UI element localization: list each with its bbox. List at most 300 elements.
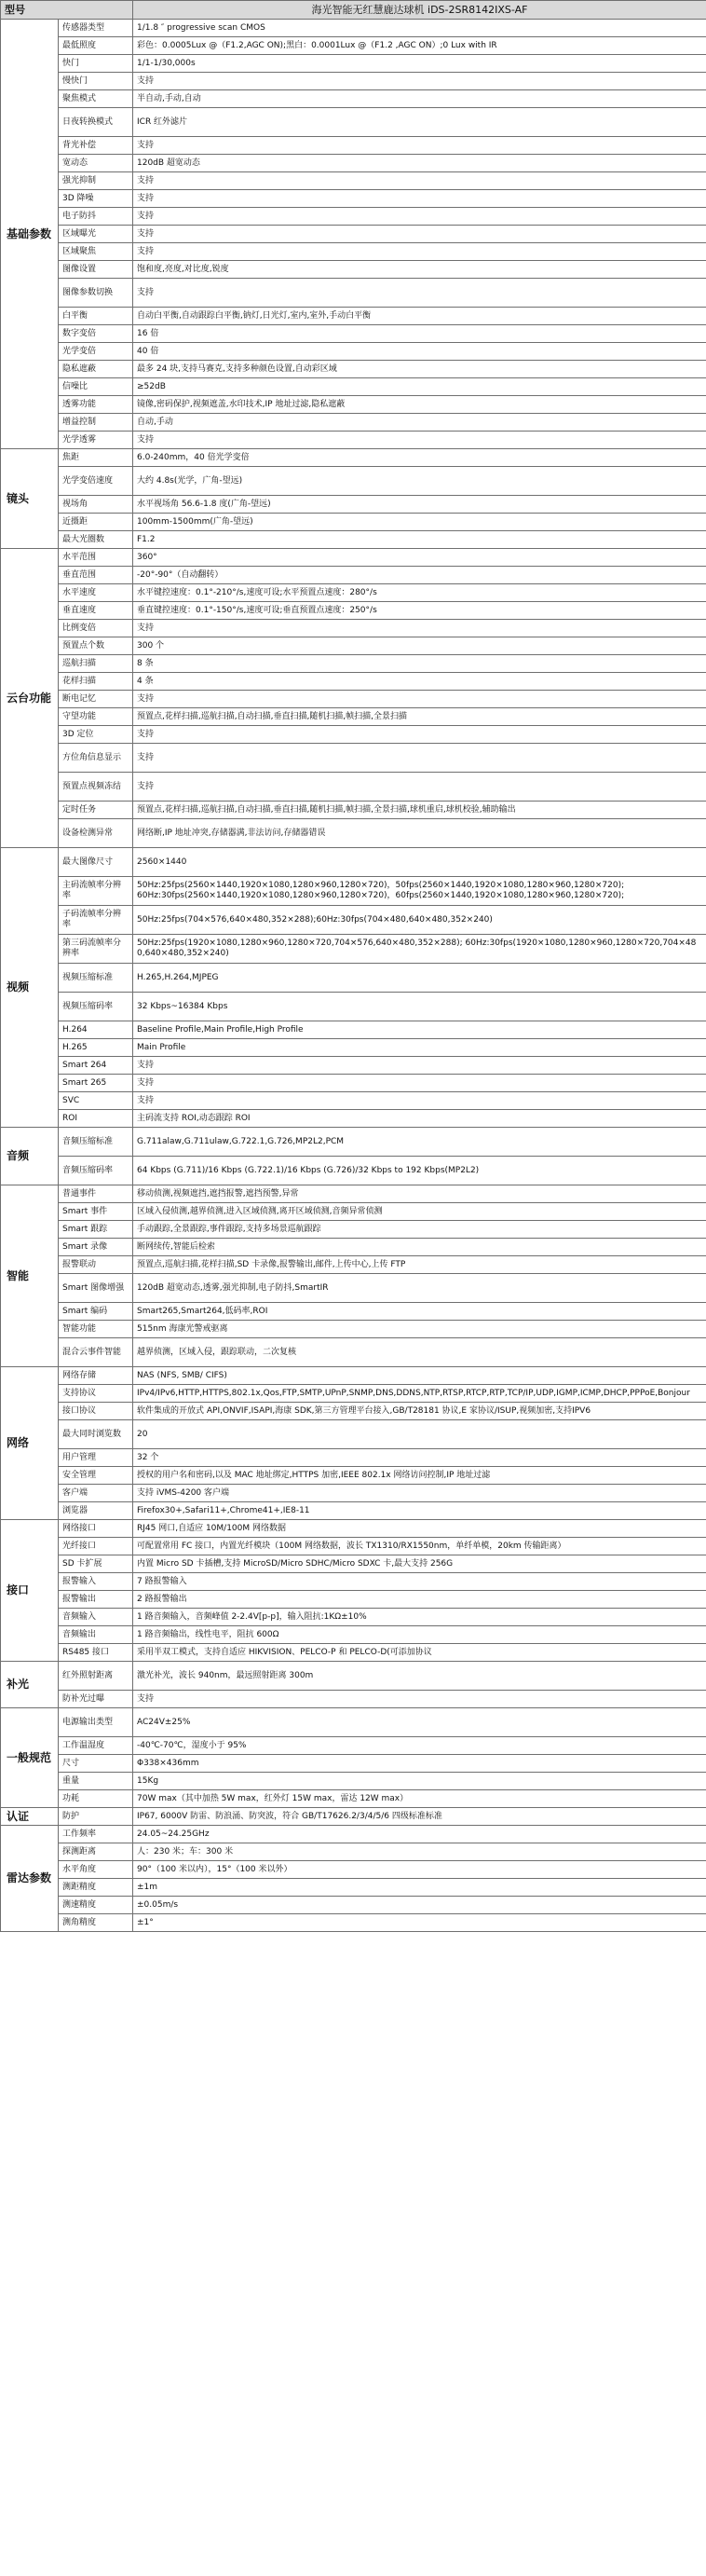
spec-label: 慢快门 [59,73,133,90]
spec-label: 音频输入 [59,1609,133,1626]
spec-label: 红外照射距离 [59,1662,133,1691]
spec-row [1,691,706,708]
spec-value: 内置 Micro SD 卡插槽,支持 MicroSD/Micro SDHC/Micro SDXC 卡,最大支持 256G [133,1555,706,1573]
spec-label: 聚焦模式 [59,90,133,108]
spec-value: 移动侦测,视频遮挡,遮挡报警,遮挡预警,异常 [133,1185,706,1203]
spec-row [1,396,706,414]
spec-value: -40℃-70℃，湿度小于 95% [133,1737,706,1755]
spec-row [1,1057,706,1075]
spec-value: H.265,H.264,MJPEG [133,964,706,993]
spec-row [1,1626,706,1644]
spec-label: 最大光圈数 [59,531,133,549]
spec-row [1,1790,706,1808]
spec-label: 报警输出 [59,1591,133,1609]
spec-row [1,620,706,637]
spec-label: 防补光过曝 [59,1691,133,1708]
spec-label: 巡航扫描 [59,655,133,673]
spec-row [1,208,706,226]
spec-value: 水平视场角 56.6-1.8 度(广角-望远) [133,496,706,514]
spec-row [1,1691,706,1708]
spec-row [1,467,706,496]
spec-label: 增益控制 [59,414,133,432]
spec-label: 探测距离 [59,1843,133,1861]
spec-label: 接口协议 [59,1403,133,1420]
spec-label: 电子防抖 [59,208,133,226]
spec-value: ICR 红外滤片 [133,108,706,137]
spec-label: 宽动态 [59,155,133,172]
spec-label: ROI [59,1110,133,1128]
spec-value: 手动跟踪,全景跟踪,事件跟踪,支持多场景巡航跟踪 [133,1221,706,1239]
spec-row [1,1128,706,1157]
spec-row [1,279,706,308]
spec-label: 客户端 [59,1485,133,1502]
spec-row [1,567,706,584]
spec-row [1,1843,706,1861]
spec-value: 半自动,手动,自动 [133,90,706,108]
spec-row [1,378,706,396]
spec-label: 报警联动 [59,1256,133,1274]
spec-label: 视频压缩标准 [59,964,133,993]
spec-label: 焦距 [59,449,133,467]
spec-row [1,1221,706,1239]
spec-value: 采用半双工模式，支持自适应 HIKVISION、PELCO-P 和 PELCO-D(可添加协议 [133,1644,706,1662]
spec-value: 1 路音频输入，音频峰值 2-2.4V[p-p]，输入阻抗:1KΩ±10% [133,1609,706,1626]
spec-label: 电源输出类型 [59,1708,133,1737]
spec-label: SVC [59,1092,133,1110]
spec-value: 支持 [133,1092,706,1110]
spec-value: 预置点,巡航扫描,花样扫描,SD 卡录像,报警输出,邮件,上传中心,上传 FTP [133,1256,706,1274]
spec-value: IP67, 6000V 防雷、防浪涌、防突波，符合 GB/T17626.2/3/4/5/6 四级标准标准 [133,1808,706,1826]
spec-label: 浏览器 [59,1502,133,1520]
spec-label: 光学透雾 [59,432,133,449]
spec-value: 软件集成的开放式 API,ONVIF,ISAPI,海康 SDK,第三方管理平台接入,GB/T28181 协议,E 家协议/ISUP,视频加密,支持IPV6 [133,1403,706,1420]
spec-label: 图像设置 [59,261,133,279]
spec-label: 工作频率 [59,1826,133,1843]
spec-row [1,993,706,1021]
spec-value: 支持 [133,172,706,190]
spec-row [1,1737,706,1755]
spec-row [1,1502,706,1520]
spec-value: 人：230 米；车：300 米 [133,1843,706,1861]
spec-row [1,726,706,744]
spec-row [1,1157,706,1185]
spec-value: 支持 [133,620,706,637]
spec-label: 水平范围 [59,549,133,567]
spec-row [1,1485,706,1502]
spec-row [1,673,706,691]
spec-label: Smart 265 [59,1075,133,1092]
spec-label: 预置点视频冻结 [59,773,133,802]
spec-label: 图像参数切换 [59,279,133,308]
spec-label: 光学变倍速度 [59,467,133,496]
section-title: 基础参数 [1,20,59,449]
spec-row [1,1039,706,1057]
spec-row [1,1092,706,1110]
spec-row [1,361,706,378]
section-title: 智能 [1,1185,59,1367]
spec-label: 断电记忆 [59,691,133,708]
spec-label: SD 卡扩展 [59,1555,133,1573]
spec-value: 50Hz:25fps(704×576,640×480,352×288);60Hz:30fps(704×480,640×480,352×240) [133,906,706,935]
spec-row [1,1256,706,1274]
spec-value: 100mm-1500mm(广角-望远) [133,514,706,531]
spec-value: 支持 [133,208,706,226]
spec-row [1,414,706,432]
spec-label: 预置点个数 [59,637,133,655]
section-title: 接口 [1,1520,59,1662]
spec-label: 比例变倍 [59,620,133,637]
spec-value: 支持 [133,73,706,90]
spec-row [1,1021,706,1039]
spec-row [1,1239,706,1256]
spec-label: 用户管理 [59,1449,133,1467]
spec-label: 设备检测异常 [59,819,133,848]
spec-row [1,1897,706,1914]
spec-row [1,1185,706,1203]
spec-row [1,1538,706,1555]
spec-row [1,802,706,819]
spec-value: 支持 [133,243,706,261]
spec-row [1,449,706,467]
spec-value: NAS (NFS, SMB/ CIFS) [133,1367,706,1385]
spec-value: 支持 [133,137,706,155]
spec-label: Smart 图像增强 [59,1274,133,1303]
spec-label: 主码流帧率分辨率 [59,877,133,906]
spec-value: 自动,手动 [133,414,706,432]
spec-value: 预置点,花样扫描,巡航扫描,自动扫描,垂直扫描,随机扫描,帧扫描,全景扫描,球机重启,球机校验,辅助输出 [133,802,706,819]
spec-label: 方位角信息显示 [59,744,133,773]
spec-value: Main Profile [133,1039,706,1057]
spec-row [1,37,706,55]
spec-row [1,1367,706,1385]
spec-value: 360° [133,549,706,567]
spec-value: 支持 [133,226,706,243]
spec-value: 120dB 超宽动态,透雾,强光抑制,电子防抖,SmartIR [133,1274,706,1303]
spec-row [1,20,706,37]
spec-value: F1.2 [133,531,706,549]
spec-value: 1/1-1/30,000s [133,55,706,73]
spec-row [1,432,706,449]
spec-row [1,496,706,514]
spec-label: 视场角 [59,496,133,514]
spec-label: 白平衡 [59,308,133,325]
spec-value: 64 Kbps (G.711)/16 Kbps (G.722.1)/16 Kbps (G.726)/32 Kbps to 192 Kbps(MP2L2) [133,1157,706,1185]
spec-value: 120dB 超宽动态 [133,155,706,172]
spec-value: 15Kg [133,1773,706,1790]
spec-value: 可配置常用 FC 接口，内置光纤模块（100M 网络数据，波长 TX1310/RX1550nm，单纤单模，20km 传输距离） [133,1538,706,1555]
spec-value: 2 路报警输出 [133,1591,706,1609]
spec-row [1,655,706,673]
spec-value: 激光补光，波长 940nm，最远照射距离 300m [133,1662,706,1691]
spec-label: 区域曝光 [59,226,133,243]
spec-label: Smart 264 [59,1057,133,1075]
spec-row [1,1708,706,1737]
spec-value: 越界侦测，区域入侵，跟踪联动，二次复核 [133,1338,706,1367]
spec-label: 光学变倍 [59,343,133,361]
spec-value: Baseline Profile,Main Profile,High Profile [133,1021,706,1039]
spec-value: 断网续传,智能后检索 [133,1239,706,1256]
spec-value: 支持 [133,726,706,744]
spec-row [1,877,706,906]
spec-value: 2560×1440 [133,848,706,877]
spec-row [1,1609,706,1626]
spec-row [1,243,706,261]
spec-row [1,308,706,325]
spec-value: 8 条 [133,655,706,673]
spec-label: 守望功能 [59,708,133,726]
spec-value: Φ338×436mm [133,1755,706,1773]
spec-row [1,172,706,190]
spec-row [1,549,706,567]
spec-label: 智能功能 [59,1321,133,1338]
section-title: 云台功能 [1,549,59,848]
spec-row [1,137,706,155]
spec-label: 网络接口 [59,1520,133,1538]
spec-label: 传感器类型 [59,20,133,37]
spec-label: 背光补偿 [59,137,133,155]
spec-label: 重量 [59,1773,133,1790]
spec-row [1,1755,706,1773]
spec-label: 隐私遮蔽 [59,361,133,378]
section-title: 视频 [1,848,59,1128]
spec-value: 大约 4.8s(光学，广角-望远) [133,467,706,496]
spec-value: 支持 [133,432,706,449]
spec-row [1,226,706,243]
spec-value: IPv4/IPv6,HTTP,HTTPS,802.1x,Qos,FTP,SMTP,UPnP,SNMP,DNS,DDNS,NTP,RTSP,RTCP,RTP,TCP/IP,UDP,IGMP,ICMP,DHCP,PPPoE,Bonjour [133,1385,706,1403]
spec-value: 自动白平衡,自动跟踪白平衡,钠灯,日光灯,室内,室外,手动白平衡 [133,308,706,325]
spec-row [1,1075,706,1092]
spec-label: 垂直范围 [59,567,133,584]
spec-value: 16 倍 [133,325,706,343]
spec-label: 测距精度 [59,1879,133,1897]
spec-row [1,1467,706,1485]
spec-value: ±0.05m/s [133,1897,706,1914]
spec-row [1,584,706,602]
spec-row [1,1274,706,1303]
spec-row [1,108,706,137]
spec-value: 支持 [133,1057,706,1075]
spec-row [1,514,706,531]
spec-row [1,531,706,549]
section-title: 一般规范 [1,1708,59,1808]
spec-row [1,1808,706,1826]
spec-value: ±1° [133,1914,706,1932]
spec-row [1,1449,706,1467]
spec-row [1,1520,706,1538]
spec-row [1,602,706,620]
section-title: 雷达参数 [1,1826,59,1932]
spec-value: 24.05~24.25GHz [133,1826,706,1843]
spec-row [1,1644,706,1662]
spec-row [1,964,706,993]
spec-row [1,55,706,73]
spec-label: 支持协议 [59,1385,133,1403]
spec-label: 子码流帧率分辨率 [59,906,133,935]
spec-row [1,773,706,802]
spec-label: H.265 [59,1039,133,1057]
spec-row [1,261,706,279]
spec-label: 光纤接口 [59,1538,133,1555]
section-title: 认证 [1,1808,59,1826]
spec-row [1,190,706,208]
spec-row [1,848,706,877]
spec-label: 功耗 [59,1790,133,1808]
spec-label: 网络存储 [59,1367,133,1385]
section-title: 镜头 [1,449,59,549]
spec-label: RS485 接口 [59,1644,133,1662]
spec-value: 支持 [133,279,706,308]
spec-value: ≥52dB [133,378,706,396]
spec-label: 定时任务 [59,802,133,819]
spec-value: 50Hz:25fps(2560×1440,1920×1080,1280×960,1280×720)，50fps(2560×1440,1920×1080,1280×960,1280×720); 60Hz:30fps(2560×1440,1920×1080,1280×960,1280×720)，60fps(2560×1440,1920×1080,1280×960,1280×720); [133,877,706,906]
spec-row [1,1662,706,1691]
spec-label: 3D 定位 [59,726,133,744]
spec-row [1,935,706,964]
spec-label: 视频压缩码率 [59,993,133,1021]
spec-row [1,1303,706,1321]
spec-label: 水平角度 [59,1861,133,1879]
section-title: 补光 [1,1662,59,1708]
spec-value: 授权的用户名和密码,以及 MAC 地址绑定,HTTPS 加密,IEEE 802.1x 网络访问控制,IP 地址过滤 [133,1467,706,1485]
spec-value: 主码流支持 ROI,动态跟踪 ROI [133,1110,706,1128]
spec-row [1,744,706,773]
spec-label: Smart 录像 [59,1239,133,1256]
spec-value: Firefox30+,Safari11+,Chrome41+,IE8-11 [133,1502,706,1520]
spec-value: 50Hz:25fps(1920×1080,1280×960,1280×720,704×576,640×480,352×288); 60Hz:30fps(1920×1080,1280×960,1280×720,704×480,640×480,352×240) [133,935,706,964]
section-title: 网络 [1,1367,59,1520]
spec-label: 日夜转换模式 [59,108,133,137]
spec-label: 普通事件 [59,1185,133,1203]
spec-row [1,906,706,935]
spec-label: 近摄距 [59,514,133,531]
spec-label: 报警输入 [59,1573,133,1591]
spec-value: 网络断,IP 地址冲突,存储器满,非法访问,存储器错误 [133,819,706,848]
spec-value: ±1m [133,1879,706,1897]
spec-value: 支持 [133,1691,706,1708]
spec-label: 最大同时浏览数 [59,1420,133,1449]
spec-value: 1/1.8 ″ progressive scan CMOS [133,20,706,37]
spec-value: 支持 iVMS-4200 客户端 [133,1485,706,1502]
spec-label: 尺寸 [59,1755,133,1773]
spec-label: 区域聚焦 [59,243,133,261]
spec-row [1,1110,706,1128]
spec-row [1,1914,706,1932]
spec-value: 20 [133,1420,706,1449]
spec-value: 1 路音频输出，线性电平，阻抗 600Ω [133,1626,706,1644]
spec-row [1,343,706,361]
spec-value: 40 倍 [133,343,706,361]
spec-row [1,1338,706,1367]
spec-value: 90°（100 米以内），15°（100 米以外） [133,1861,706,1879]
spec-label: 透雾功能 [59,396,133,414]
spec-label: 水平速度 [59,584,133,602]
spec-label: 防护 [59,1808,133,1826]
spec-value: 彩色：0.0005Lux @（F1.2,AGC ON);黑白：0.0001Lux @（F1.2 ,AGC ON）;0 Lux with IR [133,37,706,55]
spec-label: 安全管理 [59,1467,133,1485]
spec-value: Smart265,Smart264,低码率,ROI [133,1303,706,1321]
spec-label: 3D 降噪 [59,190,133,208]
spec-label: Smart 编码 [59,1303,133,1321]
header-row [1,1,706,20]
spec-value: AC24V±25% [133,1708,706,1737]
spec-value: -20°-90°（自动翻转） [133,567,706,584]
spec-label: 最大图像尺寸 [59,848,133,877]
spec-label: 信噪比 [59,378,133,396]
spec-row [1,1420,706,1449]
spec-label: 第三码流帧率分辨率 [59,935,133,964]
spec-label: 混合云事件智能 [59,1338,133,1367]
spec-value: 水平键控速度：0.1°-210°/s,速度可设;水平预置点速度：280°/s [133,584,706,602]
spec-value: 7 路报警输入 [133,1573,706,1591]
spec-value: 镜像,密码保护,视频遮盖,水印技术,IP 地址过滤,隐私遮蔽 [133,396,706,414]
spec-row [1,1591,706,1609]
section-title: 音频 [1,1128,59,1185]
spec-row [1,1861,706,1879]
spec-row [1,1879,706,1897]
spec-row [1,325,706,343]
spec-row [1,1385,706,1403]
spec-row [1,1321,706,1338]
spec-value: 300 个 [133,637,706,655]
spec-label: 最低照度 [59,37,133,55]
spec-value: 支持 [133,1075,706,1092]
spec-row [1,90,706,108]
spec-value: 支持 [133,691,706,708]
spec-value: 32 Kbps~16384 Kbps [133,993,706,1021]
spec-row [1,1555,706,1573]
spec-row [1,1203,706,1221]
spec-label: 工作温湿度 [59,1737,133,1755]
spec-value: 515nm 海康光警戒驱离 [133,1321,706,1338]
spec-value: 6.0-240mm，40 倍光学变倍 [133,449,706,467]
spec-label: 测速精度 [59,1897,133,1914]
model-title: 海光智能无红慧鹿达球机 iDS-2SR8142IXS-AF [133,1,706,20]
spec-value: RJ45 网口,自适应 10M/100M 网络数据 [133,1520,706,1538]
spec-row [1,155,706,172]
spec-value: 4 条 [133,673,706,691]
spec-label: H.264 [59,1021,133,1039]
spec-row [1,708,706,726]
spec-row [1,637,706,655]
spec-value: G.711alaw,G.711ulaw,G.722.1,G.726,MP2L2,PCM [133,1128,706,1157]
spec-row [1,1403,706,1420]
spec-label: 数字变倍 [59,325,133,343]
spec-value: 预置点,花样扫描,巡航扫描,自动扫描,垂直扫描,随机扫描,帧扫描,全景扫描 [133,708,706,726]
spec-label: 快门 [59,55,133,73]
spec-label: Smart 事件 [59,1203,133,1221]
spec-value: 区域入侵侦测,越界侦测,进入区域侦测,离开区域侦测,音频异常侦测 [133,1203,706,1221]
spec-label: 音频输出 [59,1626,133,1644]
spec-value: 70W max（其中加热 5W max，红外灯 15W max，雷达 12W max） [133,1790,706,1808]
spec-value: 支持 [133,744,706,773]
spec-label: 强光抑制 [59,172,133,190]
spec-value: 最多 24 块,支持马赛克,支持多种颜色设置,自动彩区域 [133,361,706,378]
spec-label: 音频压缩标准 [59,1128,133,1157]
spec-label: 测角精度 [59,1914,133,1932]
spec-value: 32 个 [133,1449,706,1467]
spec-value: 饱和度,亮度,对比度,锐度 [133,261,706,279]
spec-label: 花样扫描 [59,673,133,691]
spec-label: 音频压缩码率 [59,1157,133,1185]
spec-value: 支持 [133,773,706,802]
spec-label: 垂直速度 [59,602,133,620]
spec-row [1,1573,706,1591]
spec-row [1,1826,706,1843]
spec-value: 支持 [133,190,706,208]
spec-value: 垂直键控速度：0.1°-150°/s,速度可设;垂直预置点速度：250°/s [133,602,706,620]
header-label: 型号 [1,1,133,20]
spec-row [1,819,706,848]
